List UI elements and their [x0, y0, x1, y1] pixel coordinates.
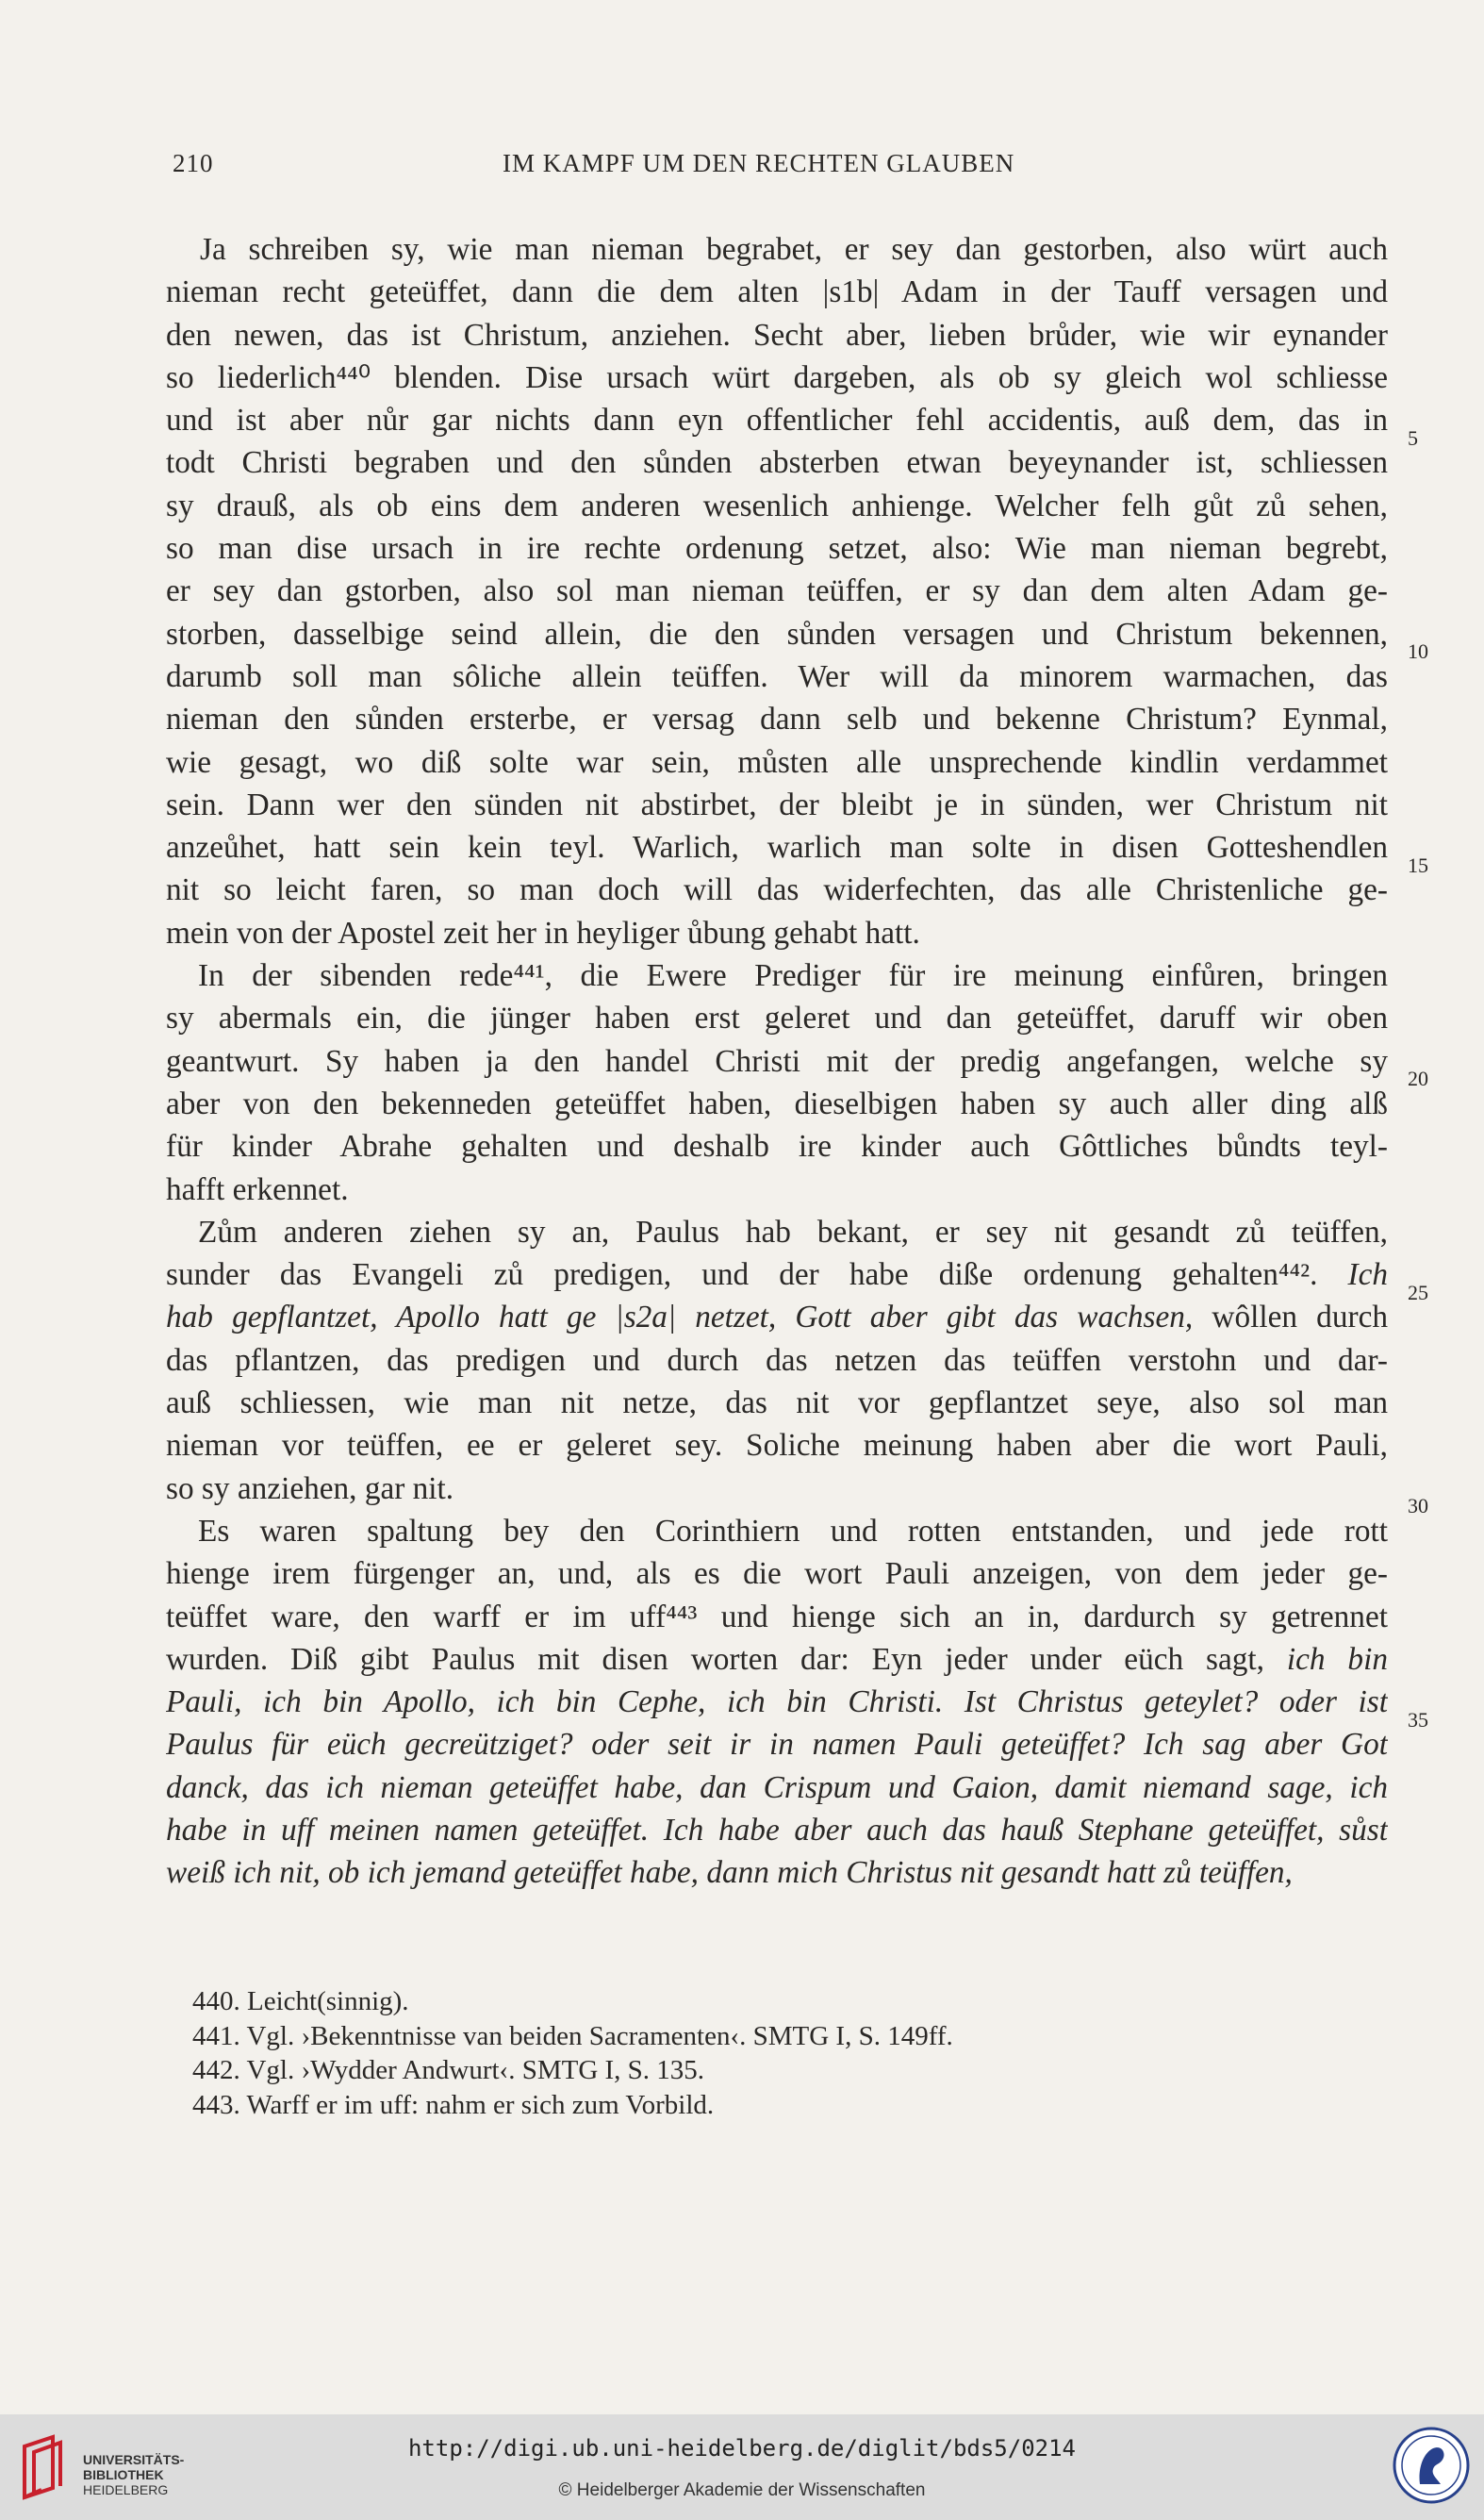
footnotes: [192, 1984, 1324, 2122]
text-line: weiß ich nit, ob ich jemand geteüffet habe, dann mich Christus nit gesandt hatt zů teüffen,: [166, 1855, 1293, 1891]
text-line: Zům anderen ziehen sy an, Paulus hab bekant, er sey nit gesandt zů teüffen,: [198, 1214, 1388, 1250]
text-line: storben, dasselbige seind allein, die den sůnden versagen und Christum bekennen,: [166, 616, 1388, 652]
text-line: aber von den bekenneden geteüffet haben, dieselbigen haben sy auch aller ding alß: [166, 1086, 1388, 1121]
text-line: das pflantzen, das predigen und durch das netzen das teüffen verstohn und dar-: [166, 1342, 1388, 1378]
line-number: 20: [1408, 1067, 1428, 1090]
text-line: hafft erkennet.: [166, 1171, 349, 1207]
logo-line: HEIDELBERG: [83, 2482, 169, 2497]
text-line: wie gesagt, wo diß solte war sein, můsten alle unsprechende kindlin verdammet: [166, 744, 1388, 780]
text-line: danck, das ich nieman geteüffet habe, dan Crispum und Gaion, damit niemand sage, ich: [166, 1769, 1388, 1805]
text-line: so liederlich⁴⁴⁰ blenden. Dise ursach würt dargeben, als ob sy gleich wol schliesse: [166, 359, 1388, 395]
italic-quote: ich bin: [1286, 1641, 1388, 1677]
text-line: [166, 1638, 1388, 1681]
text-line: und ist aber nůr gar nichts dann eyn offentlicher fehl accidentis, auß dem, das in: [166, 403, 1388, 439]
running-title: IM KAMPF UM DEN RECHTEN GLAUBEN: [503, 149, 1015, 177]
text-line: Ja schreiben sy, wie man nieman begrabet, er sey dan gestorben, also würt auch: [200, 232, 1388, 267]
text-line: auß schliessen, wie man nit netze, das nit vor gepflantzet seye, also sol man: [166, 1385, 1388, 1421]
academy-seal-icon: [1392, 2426, 1471, 2505]
text-line: todt Christi begraben und den sůnden absterben etwan beyeynander ist, schliessen: [166, 445, 1388, 481]
text-line: anzeůhet, hatt sein kein teyl. Warlich, warlich man solte in disen Gotteshendlen: [166, 830, 1388, 866]
line-text: wôllen durch: [1212, 1300, 1388, 1335]
line-number: 30: [1408, 1494, 1428, 1517]
text-line: Paulus für eüch gecreütziget? oder seit ir in namen Pauli geteüffet? Ich sag aber Got: [166, 1727, 1388, 1763]
italic-quote: hab gepflantzet, Apollo hatt ge |s2a| netzet, Gott aber gibt das wachsen,: [166, 1300, 1212, 1335]
logo-line: BIBLIOTHEK: [83, 2467, 164, 2482]
text-line: so sy anziehen, gar nit.: [166, 1470, 454, 1506]
text-line: habe in uff meinen namen geteüffet. Ich habe aber auch das hauß Stephane geteüffet, sůst: [166, 1812, 1388, 1848]
text-line: nieman den sůnden ersterbe, er versag dann selb und bekenne Christum? Eynmal,: [166, 702, 1388, 738]
text-line: für kinder Abrahe gehalten und deshalb ire kinder auch Gôttliches bůndts teyl-: [166, 1129, 1388, 1165]
logo-line: UNIVERSITÄTS-: [83, 2452, 185, 2467]
italic-quote: Ich: [1347, 1257, 1388, 1293]
line-number: 25: [1408, 1281, 1428, 1304]
text-line: mein von der Apostel zeit her in heyliger ůbung gehabt hatt.: [166, 915, 920, 951]
text-line: [166, 1253, 1388, 1296]
permalink-url[interactable]: http://digi.ub.uni-heidelberg.de/diglit/bds5/0214: [407, 2435, 1076, 2462]
copyright-notice: © Heidelberger Akademie der Wissenschaften: [558, 2480, 926, 2500]
text-line: teüffet ware, den warff er im uff⁴⁴³ und hienge sich an in, dardurch sy getrennet: [166, 1599, 1388, 1634]
text-line: sy drauß, als ob eins dem anderen wesenlich anhienge. Welcher felh gůt zů sehen,: [166, 488, 1388, 523]
viewer-footer: [0, 2414, 1484, 2520]
line-text: wurden. Diß gibt Paulus mit disen worten dar: Eyn jeder under eüch sagt,: [166, 1641, 1287, 1677]
page-number: 210: [173, 149, 214, 177]
text-line: Pauli, ich bin Apollo, ich bin Cephe, ich bin Christi. Ist Christus geteylet? oder ist: [166, 1684, 1388, 1720]
text-line: nieman recht geteüffet, dann die dem alten |s1b| Adam in der Tauff versagen und: [166, 274, 1388, 310]
line-number: 5: [1408, 426, 1418, 450]
text-line: den newen, das ist Christum, anziehen. Secht aber, lieben brůder, wie wir eynander: [166, 317, 1388, 353]
footnote: 443. Warff er im uff: nahm er sich zum Vorbild.: [192, 2089, 715, 2120]
text-line: nieman vor teüffen, ee er geleret sey. Soliche meinung haben aber die wort Pauli,: [166, 1428, 1388, 1464]
line-number: 10: [1408, 639, 1428, 663]
text-line: hienge irem fürgenger an, und, als es die wort Pauli anzeigen, von dem jeder ge-: [166, 1556, 1388, 1592]
line-number: 15: [1408, 854, 1428, 877]
text-line: darumb soll man sôliche allein teüffen. Wer will da minorem warmachen, das: [166, 658, 1388, 694]
line-text: sunder das Evangeli zů predigen, und der habe diße ordenung gehalten⁴⁴².: [166, 1257, 1348, 1293]
footnote: 442. Vgl. ›Wydder Andwurt‹. SMTG I, S. 135.: [192, 2055, 705, 2085]
text-line: In der sibenden rede⁴⁴¹, die Ewere Prediger für ire meinung einfůren, bringen: [198, 958, 1388, 994]
text-line: nit so leicht faren, so man doch will das widerfechten, das alle Christenliche ge-: [166, 872, 1388, 908]
text-line: er sey dan gstorben, also sol man nieman teüffen, er sy dan dem alten Adam ge-: [166, 573, 1388, 609]
text-line: so man dise ursach in ire rechte ordenung setzet, also: Wie man nieman begrebt,: [166, 531, 1388, 567]
running-head: [173, 149, 1389, 187]
text-line: sy abermals ein, die jünger haben erst geleret und dan geteüffet, daruff wir oben: [166, 1001, 1388, 1036]
text-line: geantwurt. Sy haben ja den handel Christi mit der predig angefangen, welche sy: [166, 1043, 1388, 1079]
footnote: 441. Vgl. ›Bekenntnisse van beiden Sacramenten‹. SMTG I, S. 149ff.: [192, 2020, 953, 2051]
line-number: 35: [1408, 1708, 1428, 1732]
footnote: 440. Leicht(sinnig).: [192, 1986, 409, 2016]
text-line: Es waren spaltung bey den Corinthiern und rotten entstanden, und jede rott: [198, 1513, 1388, 1549]
text-line: [166, 1296, 1388, 1338]
text-line: sein. Dann wer den sünden nit abstirbet, der bleibt je in sünden, wer Christum nit: [166, 787, 1388, 822]
body-text: [166, 228, 1388, 1895]
